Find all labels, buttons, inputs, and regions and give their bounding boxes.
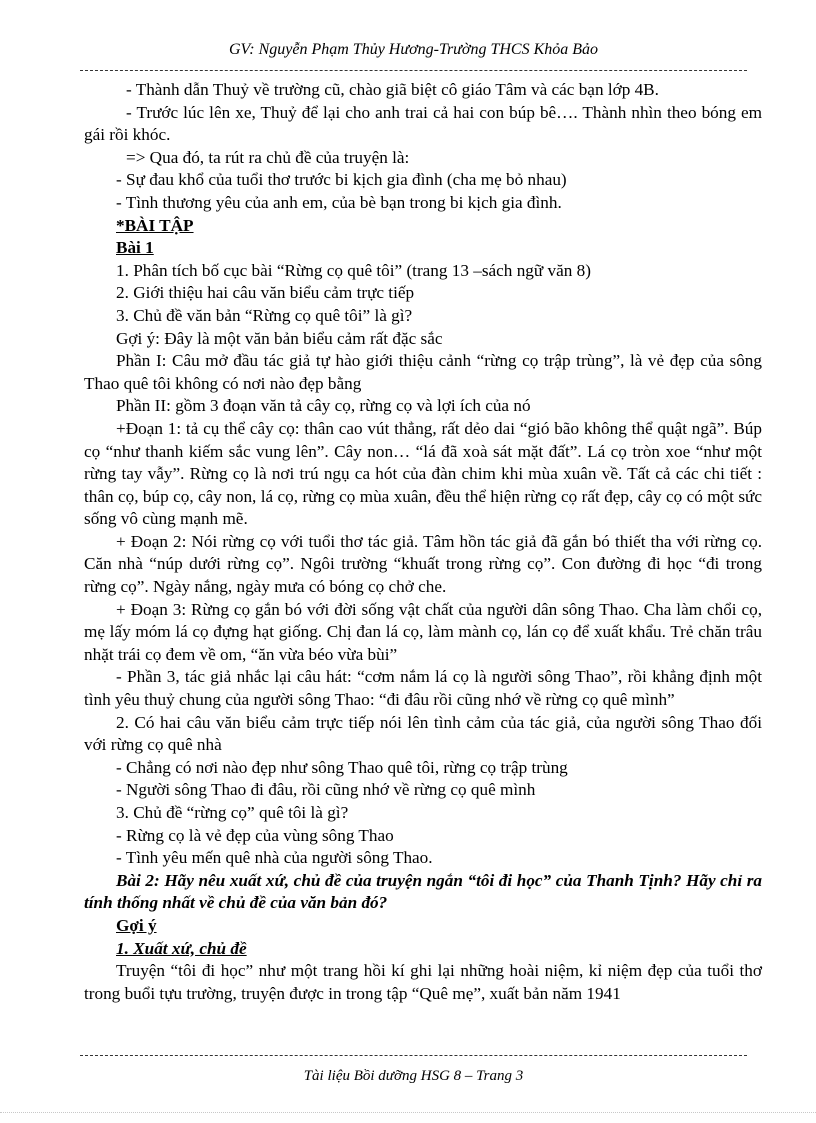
paragraph: - Sự đau khổ của tuổi thơ trước bi kịch gia đình (cha mẹ bỏ nhau): [116, 170, 567, 190]
paragraph: - Phần 3, tác giả nhắc lại câu hát: “cơm nắm lá cọ là người sông Thao”, rồi khẳng định một tình yêu thuỷ chung của người sông Thao: “đi đâu rồi cũng nhớ về rừng cọ quê mình”: [84, 667, 762, 710]
paragraph: 3. Chủ đề “rừng cọ” quê tôi là gì?: [116, 803, 349, 822]
paragraph: + Đoạn 2: Nói rừng cọ với tuổi thơ tác giả. Tâm hồn tác giả đã gắn bó thiết tha với rừng cọ. Căn nhà “núp dưới rừng cọ”. Ngôi trường “khuất trong rừng cọ”. Con đường đi học “đi trong rừng cọ”. Ngày nắng, ngày mưa có bóng cọ chở che.: [84, 531, 762, 597]
paragraph: 2. Có hai câu văn biểu cảm trực tiếp nói lên tình cảm của tác giả, của người sông Thao đối với rừng cọ quê nhà: [84, 712, 762, 755]
document-body: [84, 79, 762, 1005]
header-divider: [80, 70, 747, 71]
paragraph: Gợi ý: Đây là một văn bản biểu cảm rất đặc sắc: [116, 328, 443, 348]
paragraph: - Thành dẫn Thuỷ về trường cũ, chào giã biệt cô giáo Tâm và các bạn lớp 4B.: [126, 80, 659, 99]
paragraph: - Trước lúc lên xe, Thuỷ để lại cho anh trai cả hai con búp bê…. Thành nhìn theo bóng em gái rồi khóc.: [84, 102, 762, 145]
section-heading-goiy: Gợi ý: [116, 915, 157, 935]
paragraph: 3. Chủ đề văn bản “Rừng cọ quê tôi” là gì?: [116, 305, 413, 325]
paragraph: - Tình thương yêu của anh em, của bè bạn trong bi kịch gia đình.: [116, 192, 562, 212]
page-header: GV: Nguyễn Phạm Thủy Hương-Trường THCS Khỏa Bảo: [228, 41, 599, 58]
page-edge: [0, 1112, 816, 1113]
paragraph: + Đoạn 3: Rừng cọ gắn bó với đời sống vật chất của người dân sông Thao. Cha làm chổi cọ, mẹ lấy móm lá cọ đựng hạt giống. Chị đan lá cọ, làm mành cọ, lán cọ để xuất khẩu. Trẻ chăn trâu nhặt trái cọ đem về om, “ăn vừa béo vừa bùi”: [84, 599, 762, 664]
section-heading-baitap: *BÀI TẬP: [116, 215, 194, 235]
paragraph: => Qua đó, ta rút ra chủ đề của truyện là:: [126, 147, 410, 167]
paragraph: - Chẳng có nơi nào đẹp như sông Thao quê tôi, rừng cọ trập trùng: [116, 757, 568, 777]
exercise-2-question: Bài 2: Hãy nêu xuất xứ, chủ đề của truyện ngắn “tôi đi học” của Thanh Tịnh? Hãy chỉ ra tính thống nhất về chủ đề của văn bản đó?: [84, 870, 762, 913]
section-heading-xuatxu: 1. Xuất xứ, chủ đề: [116, 938, 247, 958]
page-footer: Tài liệu Bồi dưỡng HSG 8 – Trang 3: [303, 1068, 524, 1084]
paragraph: 1. Phân tích bố cục bài “Rừng cọ quê tôi” (trang 13 –sách ngữ văn 8): [116, 260, 591, 280]
paragraph: Truyện “tôi đi học” như một trang hồi kí ghi lại những hoài niệm, kỉ niệm đẹp của tuổi thơ trong buổi tựu trường, truyện được in trong tập “Quê mẹ”, xuất bản năm 1941: [84, 961, 762, 1003]
paragraph: +Đoạn 1: tả cụ thể cây cọ: thân cao vút thẳng, rất dẻo dai “gió bão không thể quật ngã”. Búp cọ “như thanh kiếm sắc vung lên”. Cây non… “lá đã xoà sát mặt đất”. Lá cọ tròn xoe “như một rừng tay vẫy”. Rừng cọ là nơi trú ngụ ca hót của đàn chim khi mùa xuân về. Tất cả các chi tiết : thân cọ, búp cọ, cây non, lá cọ, rừng cọ mùa xuân, đều thể hiện rừng cọ rất đẹp, cây cọ có một sức sống vô cùng mạnh mẽ.: [84, 418, 762, 529]
footer-divider: [80, 1055, 747, 1056]
paragraph: 2. Giới thiệu hai câu văn biểu cảm trực tiếp: [116, 283, 415, 303]
paragraph: - Rừng cọ là vẻ đẹp của vùng sông Thao: [116, 825, 394, 845]
paragraph: - Người sông Thao đi đâu, rồi cũng nhớ về rừng cọ quê mình: [116, 780, 536, 800]
paragraph: Phần I: Câu mở đầu tác giả tự hào giới thiệu cảnh “rừng cọ trập trùng”, là vẻ đẹp của sông Thao quê tôi không có nơi nào đẹp bằng: [84, 351, 762, 393]
paragraph: - Tình yêu mến quê nhà của người sông Thao.: [116, 848, 433, 868]
paragraph: Phần II: gồm 3 đoạn văn tả cây cọ, rừng cọ và lợi ích của nó: [116, 396, 531, 416]
section-heading-bai1: Bài 1: [116, 238, 154, 258]
